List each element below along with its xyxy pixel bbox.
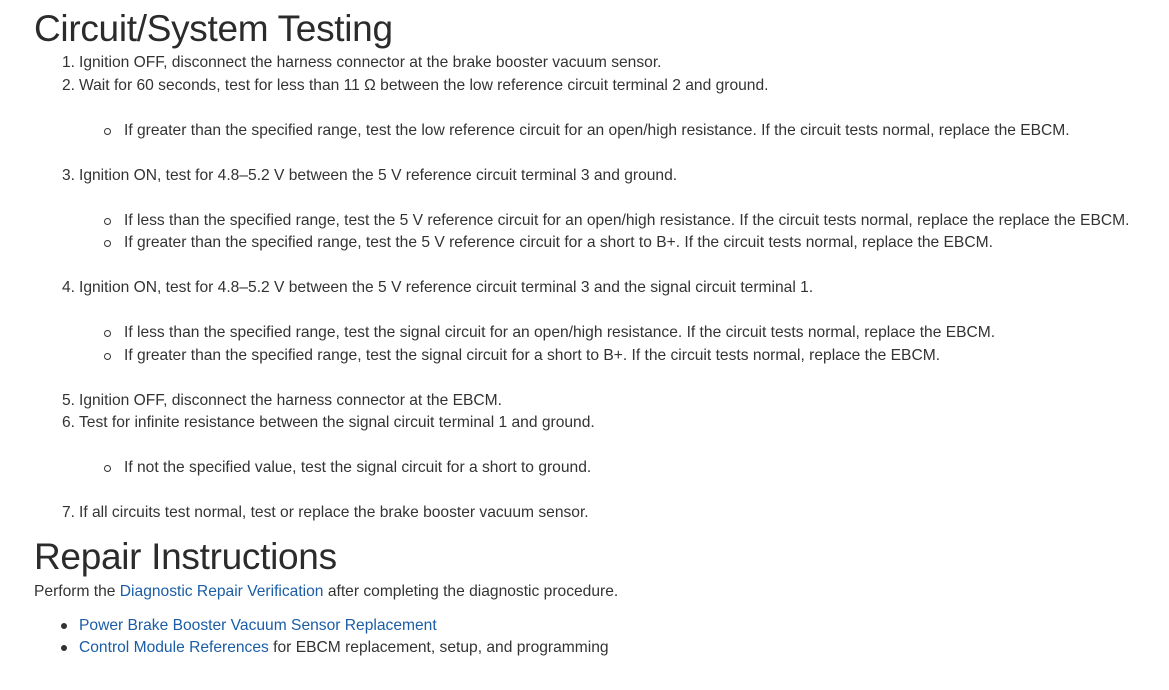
- control-module-references-link[interactable]: Control Module References: [79, 639, 269, 656]
- diagnostic-repair-verification-link[interactable]: Diagnostic Repair Verification: [119, 583, 324, 600]
- test-step-2-sub-1: If greater than the specified range, test the low reference circuit for an open/high resistance. If the circuit tests normal, replace the EBCM.: [104, 121, 1070, 141]
- circuit-system-testing-heading: Circuit/System Testing: [34, 8, 393, 49]
- hollow-bullet-icon: [104, 218, 111, 225]
- repair-list-item: [61, 616, 437, 636]
- hollow-bullet-icon: [104, 128, 111, 135]
- repair-list-item: Control Module References for EBCM replacement, setup, and programming: [61, 638, 609, 658]
- test-step-4-sub-2: If greater than the specified range, test the signal circuit for a short to B+. If the circuit tests normal, replace the EBCM.: [104, 346, 940, 366]
- test-step-6-sub-1: If not the specified value, test the signal circuit for a short to ground.: [104, 458, 591, 478]
- bullet-icon: [61, 645, 67, 651]
- hollow-bullet-icon: [104, 330, 111, 337]
- repair-intro-paragraph: Perform the Diagnostic Repair Verification after completing the diagnostic procedure.: [34, 583, 619, 600]
- test-step-1: 1. Ignition OFF, disconnect the harness connector at the brake booster vacuum sensor.: [62, 54, 662, 71]
- hollow-bullet-icon: [104, 353, 111, 360]
- test-step-3-sub-1: If less than the specified range, test the 5 V reference circuit for an open/high resistance. If the circuit tests normal, replace the replace the EBCM.: [104, 211, 1129, 231]
- test-step-7: 7. If all circuits test normal, test or replace the brake booster vacuum sensor.: [62, 504, 589, 521]
- repair-instructions-heading: Repair Instructions: [34, 536, 337, 577]
- test-step-3-sub-2: If greater than the specified range, test the 5 V reference circuit for a short to B+. If the circuit tests normal, replace the EBCM.: [104, 233, 993, 253]
- test-step-3: 3. Ignition ON, test for 4.8–5.2 V between the 5 V reference circuit terminal 3 and ground.: [62, 167, 678, 184]
- test-step-4: 4. Ignition ON, test for 4.8–5.2 V between the 5 V reference circuit terminal 3 and the signal circuit terminal 1.: [62, 279, 814, 296]
- test-step-4-sub-1: If less than the specified range, test the signal circuit for an open/high resistance. If the circuit tests normal, replace the EBCM.: [104, 323, 995, 343]
- test-step-5: 5. Ignition OFF, disconnect the harness connector at the EBCM.: [62, 392, 502, 409]
- bullet-icon: [61, 623, 67, 629]
- hollow-bullet-icon: [104, 240, 111, 247]
- test-step-6: 6. Test for infinite resistance between the signal circuit terminal 1 and ground.: [62, 414, 595, 431]
- test-step-2: 2. Wait for 60 seconds, test for less than 11 Ω between the low reference circuit terminal 2 and ground.: [62, 77, 769, 94]
- hollow-bullet-icon: [104, 465, 111, 472]
- power-brake-booster-vacuum-sensor-replacement-link[interactable]: Power Brake Booster Vacuum Sensor Replacement: [79, 617, 437, 634]
